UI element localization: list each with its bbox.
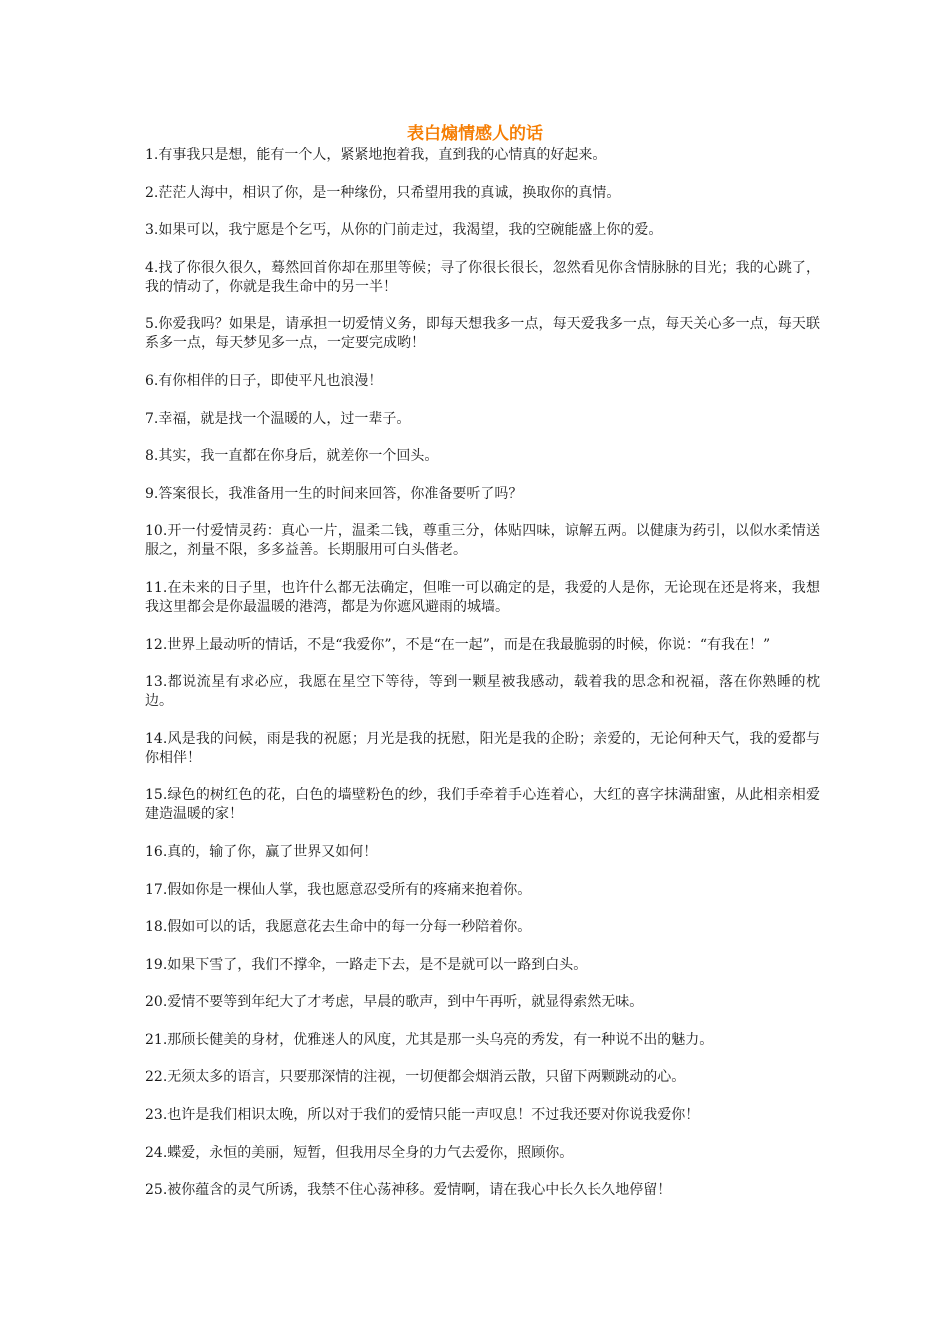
item-text: 其实，我一直都在你身后，就差你一个回头。 [158, 448, 439, 465]
list-item [145, 372, 820, 391]
paragraph-list [145, 146, 820, 1219]
item-text: 在未来的日子里，也许什么都无法确定，但唯一可以确定的是，我爱的人是你，无论现在还是将来，我想我这里都会是你最温暖的港湾，都是为你遮风避雨的城墙。 [145, 579, 820, 615]
list-item [145, 522, 820, 560]
document-title: 表白煽情感人的话 [407, 124, 543, 144]
item-text: 真的，输了你，赢了世界又如何！ [167, 843, 378, 860]
list-item [145, 993, 820, 1012]
item-text: 有你相伴的日子，即使平凡也浪漫！ [158, 372, 383, 389]
list-item [145, 259, 820, 297]
item-text: 假如你是一棵仙人掌，我也愿意忍受所有的疼痛来抱着你。 [167, 881, 532, 898]
item-text: 茫茫人海中，相识了你，是一种缘份，只希望用我的真诚，换取你的真情。 [158, 184, 621, 201]
item-text: 如果下雪了，我们不撑伞，一路走下去，是不是就可以一路到白头。 [167, 956, 588, 973]
list-item [145, 1144, 820, 1163]
item-number: 7. [145, 410, 159, 427]
list-item [145, 221, 820, 240]
list-item [145, 956, 820, 975]
list-item [145, 730, 820, 768]
item-number: 25. [145, 1182, 168, 1199]
item-text: 幸福，就是找一个温暖的人，过一辈子。 [158, 410, 411, 427]
item-text: 也许是我们相识太晚，所以对于我们的爱情只能一声叹息！不过我还要对你说我爱你！ [167, 1107, 700, 1124]
list-item [145, 786, 820, 824]
item-number: 16. [145, 843, 168, 860]
list-item [145, 881, 820, 900]
item-text: 爱情不要等到年纪大了才考虑，早晨的歌声，到中午再听，就显得索然无味。 [167, 994, 644, 1011]
item-text: 无须太多的语言，只要那深情的注视，一切便都会烟消云散，只留下两颗跳动的心。 [167, 1069, 686, 1086]
list-item [145, 447, 820, 466]
item-text: 找了你很久很久，蓦然回首你却在那里等候；寻了你很长很长，忽然看见你含情脉脉的目光；我的心跳了，我的情动了，你就是我生命中的另一半！ [145, 259, 820, 295]
list-item [145, 485, 820, 504]
item-text: 蝶爱，永恒的美丽，短暂，但我用尽全身的力气去爱你，照顾你。 [167, 1144, 574, 1161]
item-number: 6. [145, 372, 159, 389]
item-number: 20. [145, 994, 168, 1011]
item-text: 世界上最动听的情话，不是“我爱你”，不是“在一起”，而是在我最脆弱的时候，你说：“有我在！” [167, 636, 771, 653]
list-item [145, 843, 820, 862]
list-item [145, 636, 820, 655]
item-text: 答案很长，我准备用一生的时间来回答，你准备要听了吗？ [158, 485, 523, 502]
item-text: 开一付爱情灵药：真心一片，温柔二钱，尊重三分，体贴四味，谅解五两。以健康为药引，以似水柔情送服之，剂量不限，多多益善。长期服用可白头偕老。 [145, 523, 820, 559]
list-item [145, 146, 820, 165]
list-item [145, 184, 820, 203]
item-text: 那颀长健美的身材，优雅迷人的风度，尤其是那一头乌亮的秀发，有一种说不出的魅力。 [167, 1031, 714, 1048]
item-number: 17. [145, 881, 168, 898]
list-item [145, 673, 820, 711]
item-text: 有事我只是想，能有一个人，紧紧地抱着我，直到我的心情真的好起来。 [158, 147, 607, 163]
item-text: 都说流星有求必应，我愿在星空下等待，等到一颗星被我感动，载着我的思念和祝福，落在你熟睡的枕边。 [145, 674, 820, 710]
list-item [145, 1106, 820, 1125]
list-item [145, 1068, 820, 1087]
list-item [145, 579, 820, 617]
item-number: 1. [145, 147, 159, 163]
item-number: 14. [145, 730, 168, 747]
item-text: 被你蕴含的灵气所诱，我禁不住心荡神移。爱情啊，请在我心中长久长久地停留！ [167, 1182, 672, 1199]
item-text: 假如可以的话，我愿意花去生命中的每一分每一秒陪着你。 [167, 919, 532, 936]
item-number: 9. [145, 485, 159, 502]
list-item [145, 1181, 820, 1200]
item-text: 如果可以，我宁愿是个乞丐，从你的门前走过，我渴望，我的空碗能盛上你的爱。 [158, 222, 663, 239]
item-number: 3. [145, 222, 159, 239]
item-number: 13. [145, 674, 168, 691]
list-item [145, 918, 820, 937]
item-number: 11. [145, 579, 168, 596]
list-item [145, 315, 820, 353]
item-number: 19. [145, 956, 168, 973]
item-number: 21. [145, 1031, 168, 1048]
item-number: 4. [145, 259, 159, 276]
item-number: 18. [145, 919, 168, 936]
item-number: 10. [145, 523, 168, 540]
item-number: 5. [145, 316, 159, 333]
item-text: 风是我的问候，雨是我的祝愿；月光是我的抚慰，阳光是我的企盼；亲爱的，无论何种天气，我的爱都与你相伴！ [145, 730, 820, 766]
item-number: 23. [145, 1107, 168, 1124]
item-number: 8. [145, 448, 159, 465]
list-item [145, 410, 820, 429]
item-number: 22. [145, 1069, 168, 1086]
item-text: 你爱我吗？如果是，请承担一切爱情义务，即每天想我多一点，每天爱我多一点，每天关心多一点，每天联系多一点，每天梦见多一点，一定要完成哟！ [145, 316, 820, 352]
item-number: 15. [145, 787, 168, 804]
item-text: 绿色的树红色的花，白色的墙壁粉色的纱，我们手牵着手心连着心，大红的喜字抹满甜蜜，从此相亲相爱建造温暖的家！ [145, 787, 820, 823]
item-number: 2. [145, 184, 159, 201]
item-number: 12. [145, 636, 168, 653]
item-number: 24. [145, 1144, 168, 1161]
list-item [145, 1031, 820, 1050]
